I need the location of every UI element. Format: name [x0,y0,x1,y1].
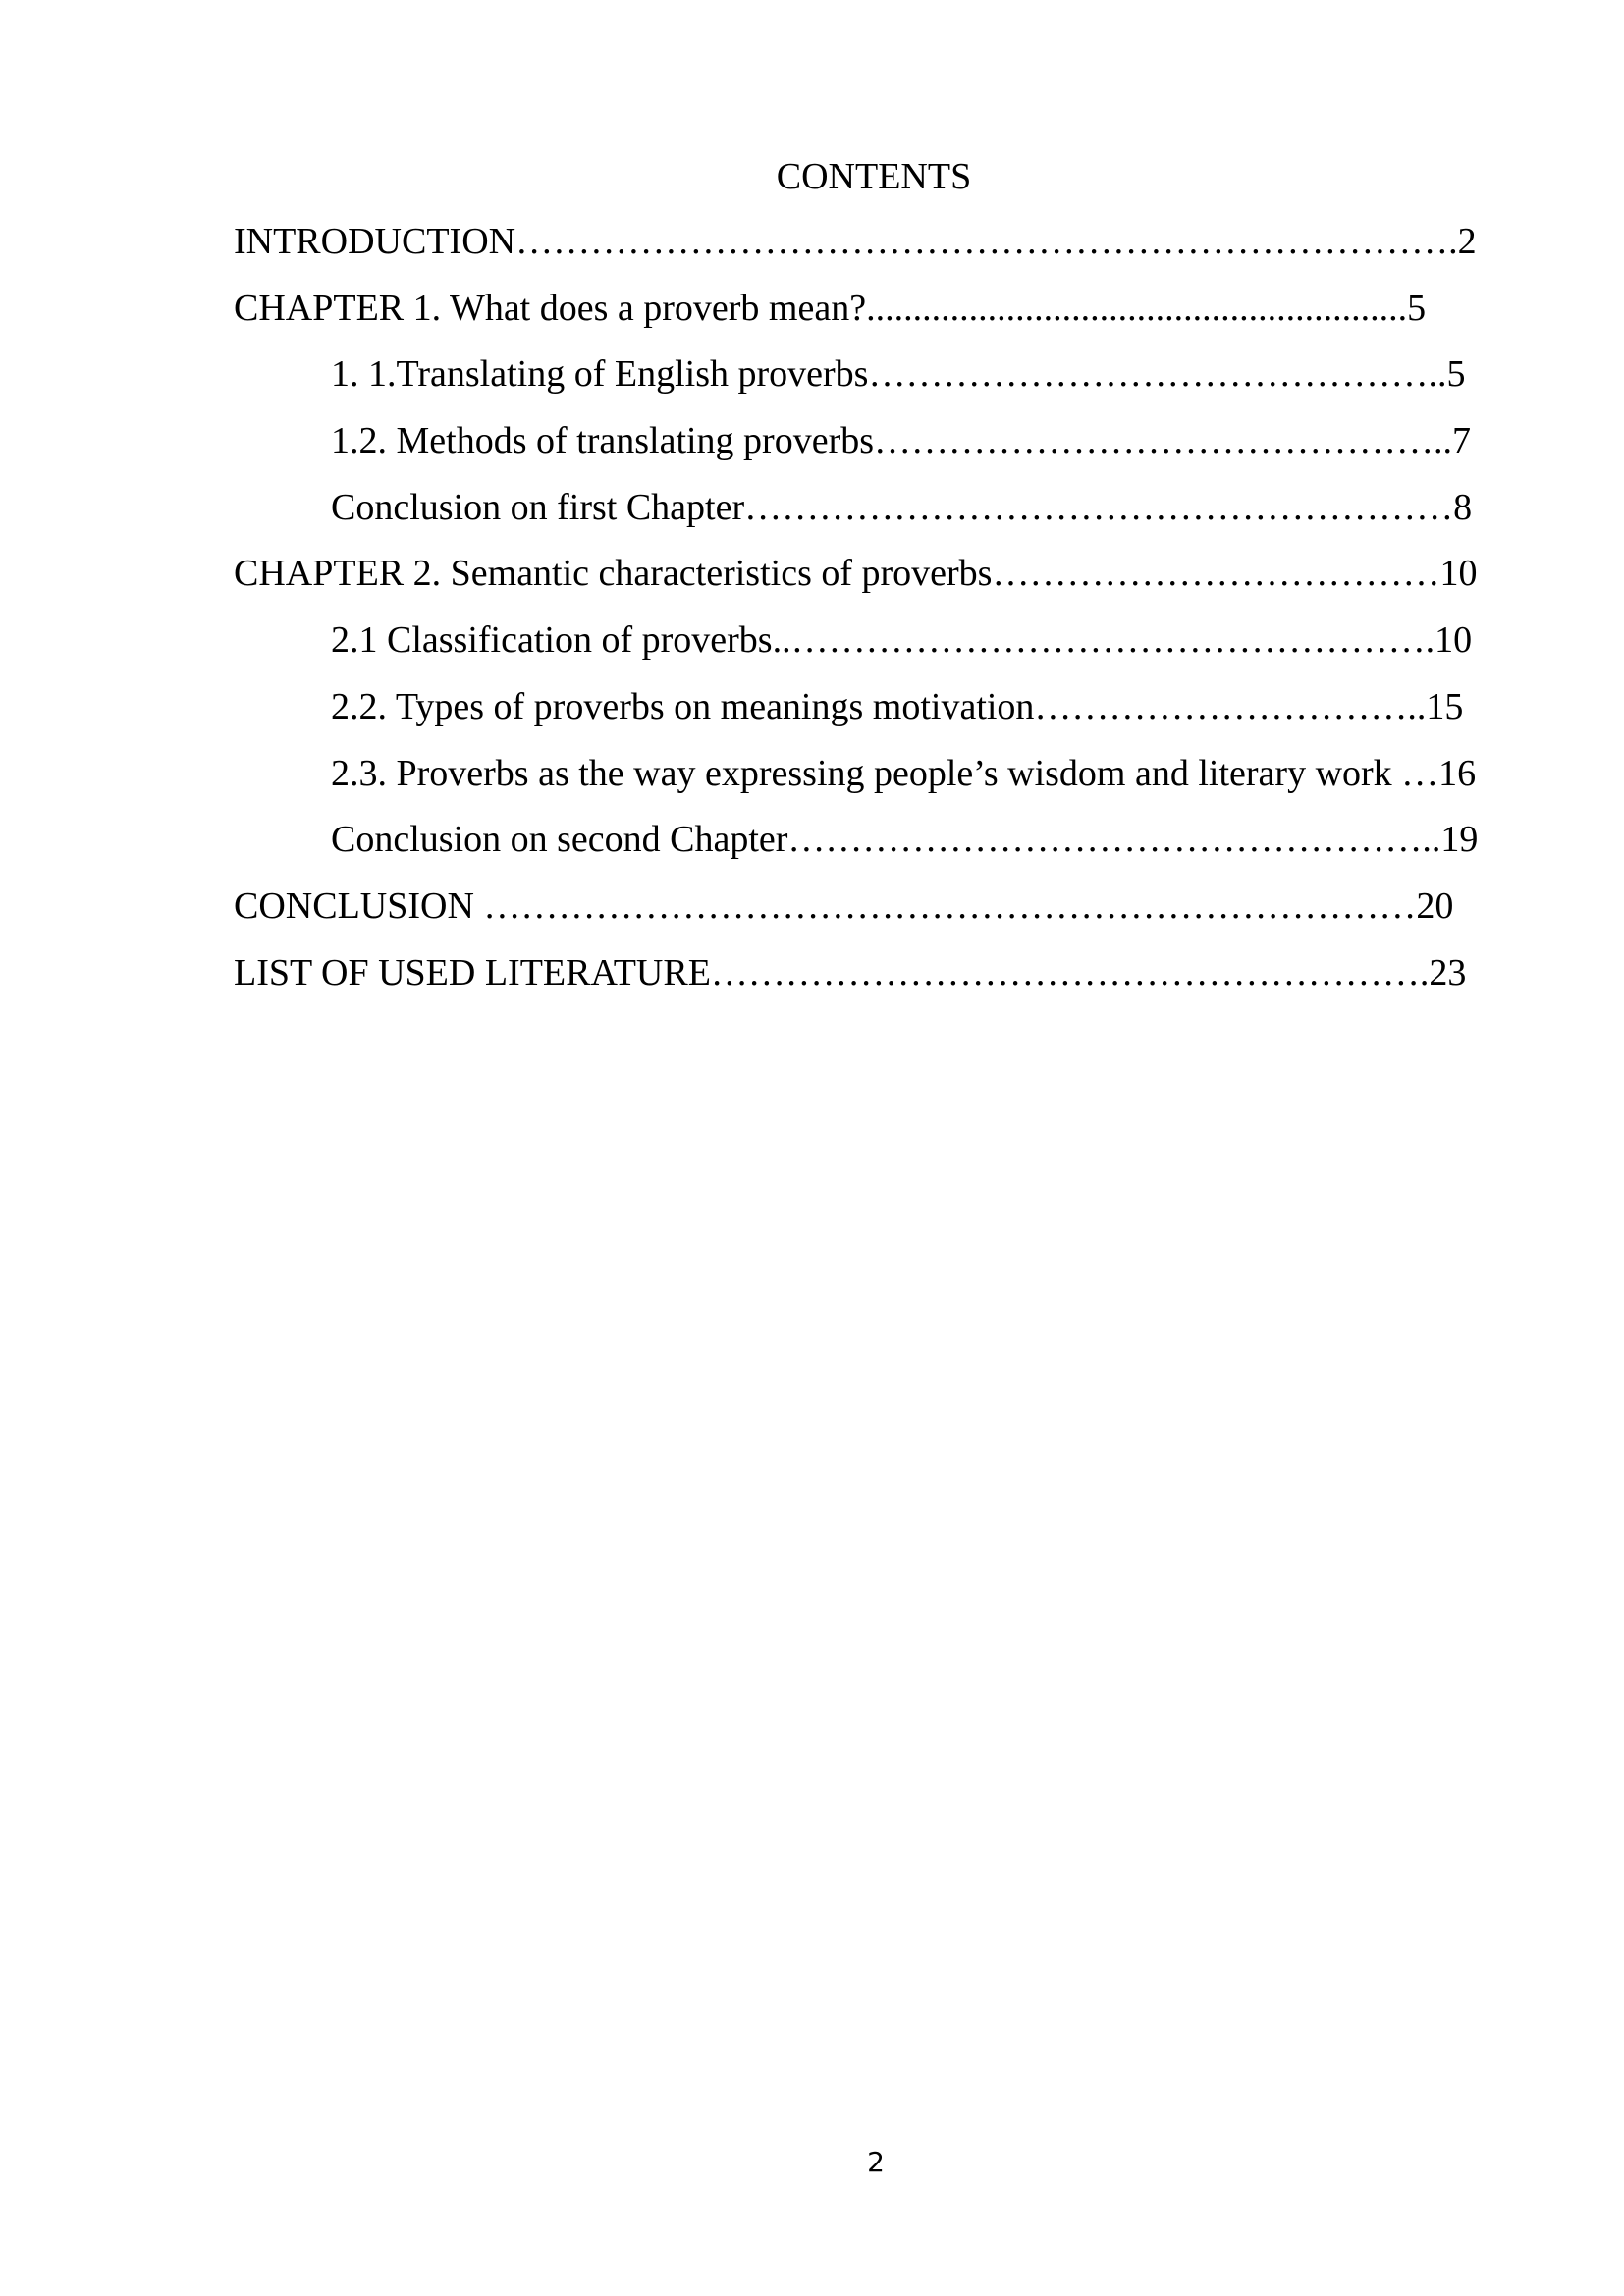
table-of-contents [0,214,1624,1011]
toc-entry-section-2-2 [0,679,1624,746]
toc-entry-text: CHAPTER 1. What does a proverb mean?..........................................................5 [234,287,1427,329]
toc-entry-introduction [0,214,1624,281]
toc-entry-text: Conclusion on second Chapter……………………………………………..19 [331,819,1479,861]
toc-entry-text: 2.3. Proverbs as the way expressing people’s wisdom and literary work …16 [331,752,1477,794]
toc-entry-text: LIST OF USED LITERATURE………………………………………………….23 [234,951,1467,993]
toc-entry-text: 1. 1.Translating of English proverbs………………………………………..5 [331,353,1466,396]
toc-entry-literature [0,945,1624,1012]
toc-entry-text: 2.1 Classification of proverbs..…………………………………………….10 [331,619,1473,662]
toc-entry-section-2-1 [0,613,1624,679]
toc-entry-section-1-2 [0,413,1624,480]
toc-entry-text: 2.2. Types of proverbs on meanings motivation…………………………..15 [331,685,1464,727]
toc-entry-conclusion-chapter-1 [0,480,1624,547]
toc-entry-text: CONCLUSION …………………………………………………………………20 [234,884,1454,927]
toc-entry-chapter-2 [0,546,1624,613]
contents-heading: CONTENTS [776,156,972,197]
toc-entry-section-1-1 [0,347,1624,413]
toc-entry-text: INTRODUCTION………………………………………………………………….2 [234,221,1477,262]
toc-entry-chapter-1 [0,281,1624,347]
toc-entry-conclusion-chapter-2 [0,812,1624,879]
toc-entry-section-2-3 [0,746,1624,813]
page-number: 2 [867,2146,885,2178]
toc-entry-conclusion [0,879,1624,945]
toc-entry-text: Conclusion on first Chapter…………………………………………………8 [331,486,1473,528]
toc-entry-text: 1.2. Methods of translating proverbs………………………………………..7 [331,420,1472,462]
toc-entry-text: CHAPTER 2. Semantic characteristics of proverbs………………………………10 [234,553,1478,595]
